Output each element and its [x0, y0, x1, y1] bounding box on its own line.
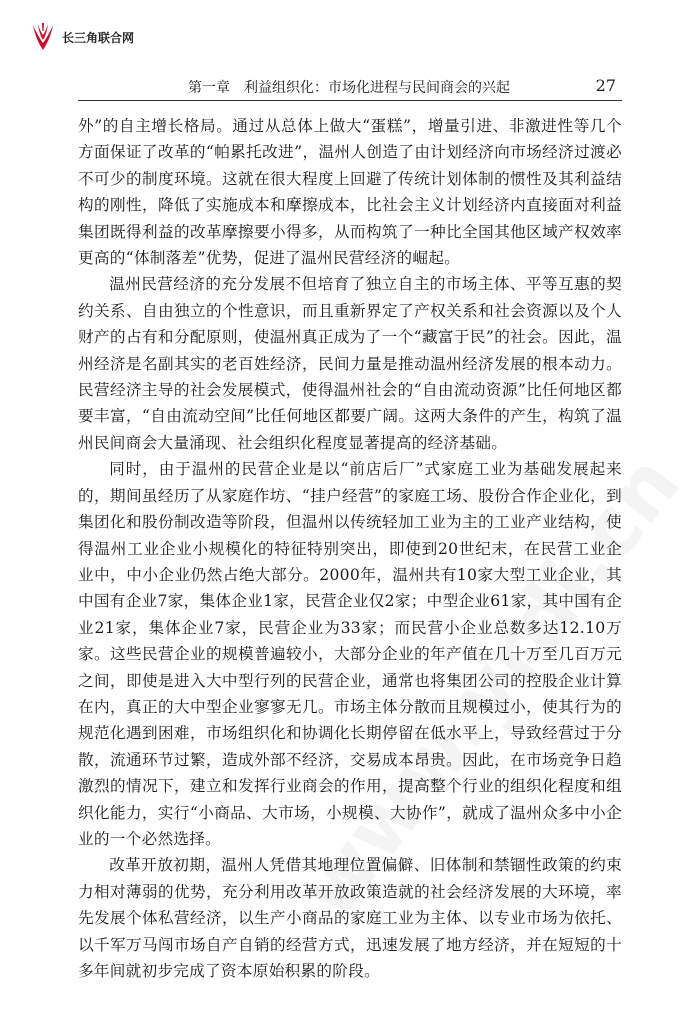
logo-mark-icon	[30, 22, 56, 52]
paragraph-4: 改革开放初期，温州人凭借其地理位置偏僻、旧体制和禁锢性政策的约束力相对薄弱的优势，充分利用改革开放政策造就的社会经济发展的大环境，率先发展个体私营经济，以生产小商品的家庭工业为主体、以专业市场为依托、以千军万马闯市场自产自销的经营方式，迅速发展了地方经济，并在短短的十多年间就初步完成了资本原始积累的阶段。	[78, 856, 622, 980]
paragraph-1: 外”的自主增长格局。通过从总体上做大“蛋糕”，增量引进、非激进性等几个方面保证了改革的“帕累托改进”，温州人创造了由计划经济向市场经济过渡必不可少的制度环境。这就在很大程度上回避了传统计划体制的惯性及其利益结构的刚性，降低了实施成本和摩擦成本，比社会主义计划经济内直接面对利益集团既得利益的改革摩擦要小得多，从而构筑了一种比全国其他区域产权效率更高的“体制落差”优势，促进了温州民营经济的崛起。	[78, 117, 622, 268]
page-number: 27	[595, 76, 616, 95]
paragraph-2: 温州民营经济的充分发展不但培育了独立自主的市场主体、平等互惠的契约关系、自由独立的个性意识，而且重新界定了产权关系和社会资源以及个人财产的占有和分配原则，使温州真正成为了一个“藏富于民”的社会。因此，温州经济是名副其实的老百姓经济，民间力量是推动温州经济发展的根本动力。民营经济主导的社会发展模式，使得温州社会的“自由流动资源”比任何地区都要丰富，“自由流动空间”比任何地区都要广阔。这两大条件的产生，构筑了温州民间商会大量涌现、社会组织化程度显著提高的经济基础。	[78, 275, 622, 452]
running-header	[78, 76, 622, 101]
body-text	[78, 113, 622, 984]
site-name: 长三角联合网	[62, 30, 135, 45]
paragraph-3: 同时，由于温州的民营企业是以“前店后厂”式家庭工业为基础发展起来的，期间虽经历了从家庭作坊、“挂户经营”的家庭工场、股份合作企业化，到集团化和股份制改造等阶段，但温州以传统轻加工业为主的工业产业结构，使得温州工业企业小规模化的特征特别突出，即使到20世纪末，在民营工业企业中，中小企业仍然占绝大部分。2000年，温州共有10家大型工业企业，其中国有企业7家，集体企业1家，民营企业仅2家；中型企业61家，其中国有企业21家，集体企业7家，民营企业为33家；而民营小企业总数多达12.10万家。这些民营企业的规模普遍较小，大部分企业的年产值在几十万至几百万元之间，即使是进入大中型行列的民营企业，通常也将集团公司的控股企业计算在内，真正的大中型企业寥寥无几。市场主体分散而且规模过小，使其行为的规范化遇到困难，市场组织化和协调化长期停留在低水平上，导致经营过于分散，流通环节过繁，造成外部不经济，交易成本昂贵。因此，在市场竞争日趋激烈的情况下，建立和发挥行业商会的作用，提高整个行业的组织化程度和组织化能力，实行“小商品、大市场，小规模、大协作”，就成了温州众多中小企业的一个必然选择。	[78, 460, 622, 848]
site-logo	[30, 22, 134, 52]
chapter-title: 第一章 利益组织化：市场化进程与民间商会的兴起	[188, 80, 510, 96]
